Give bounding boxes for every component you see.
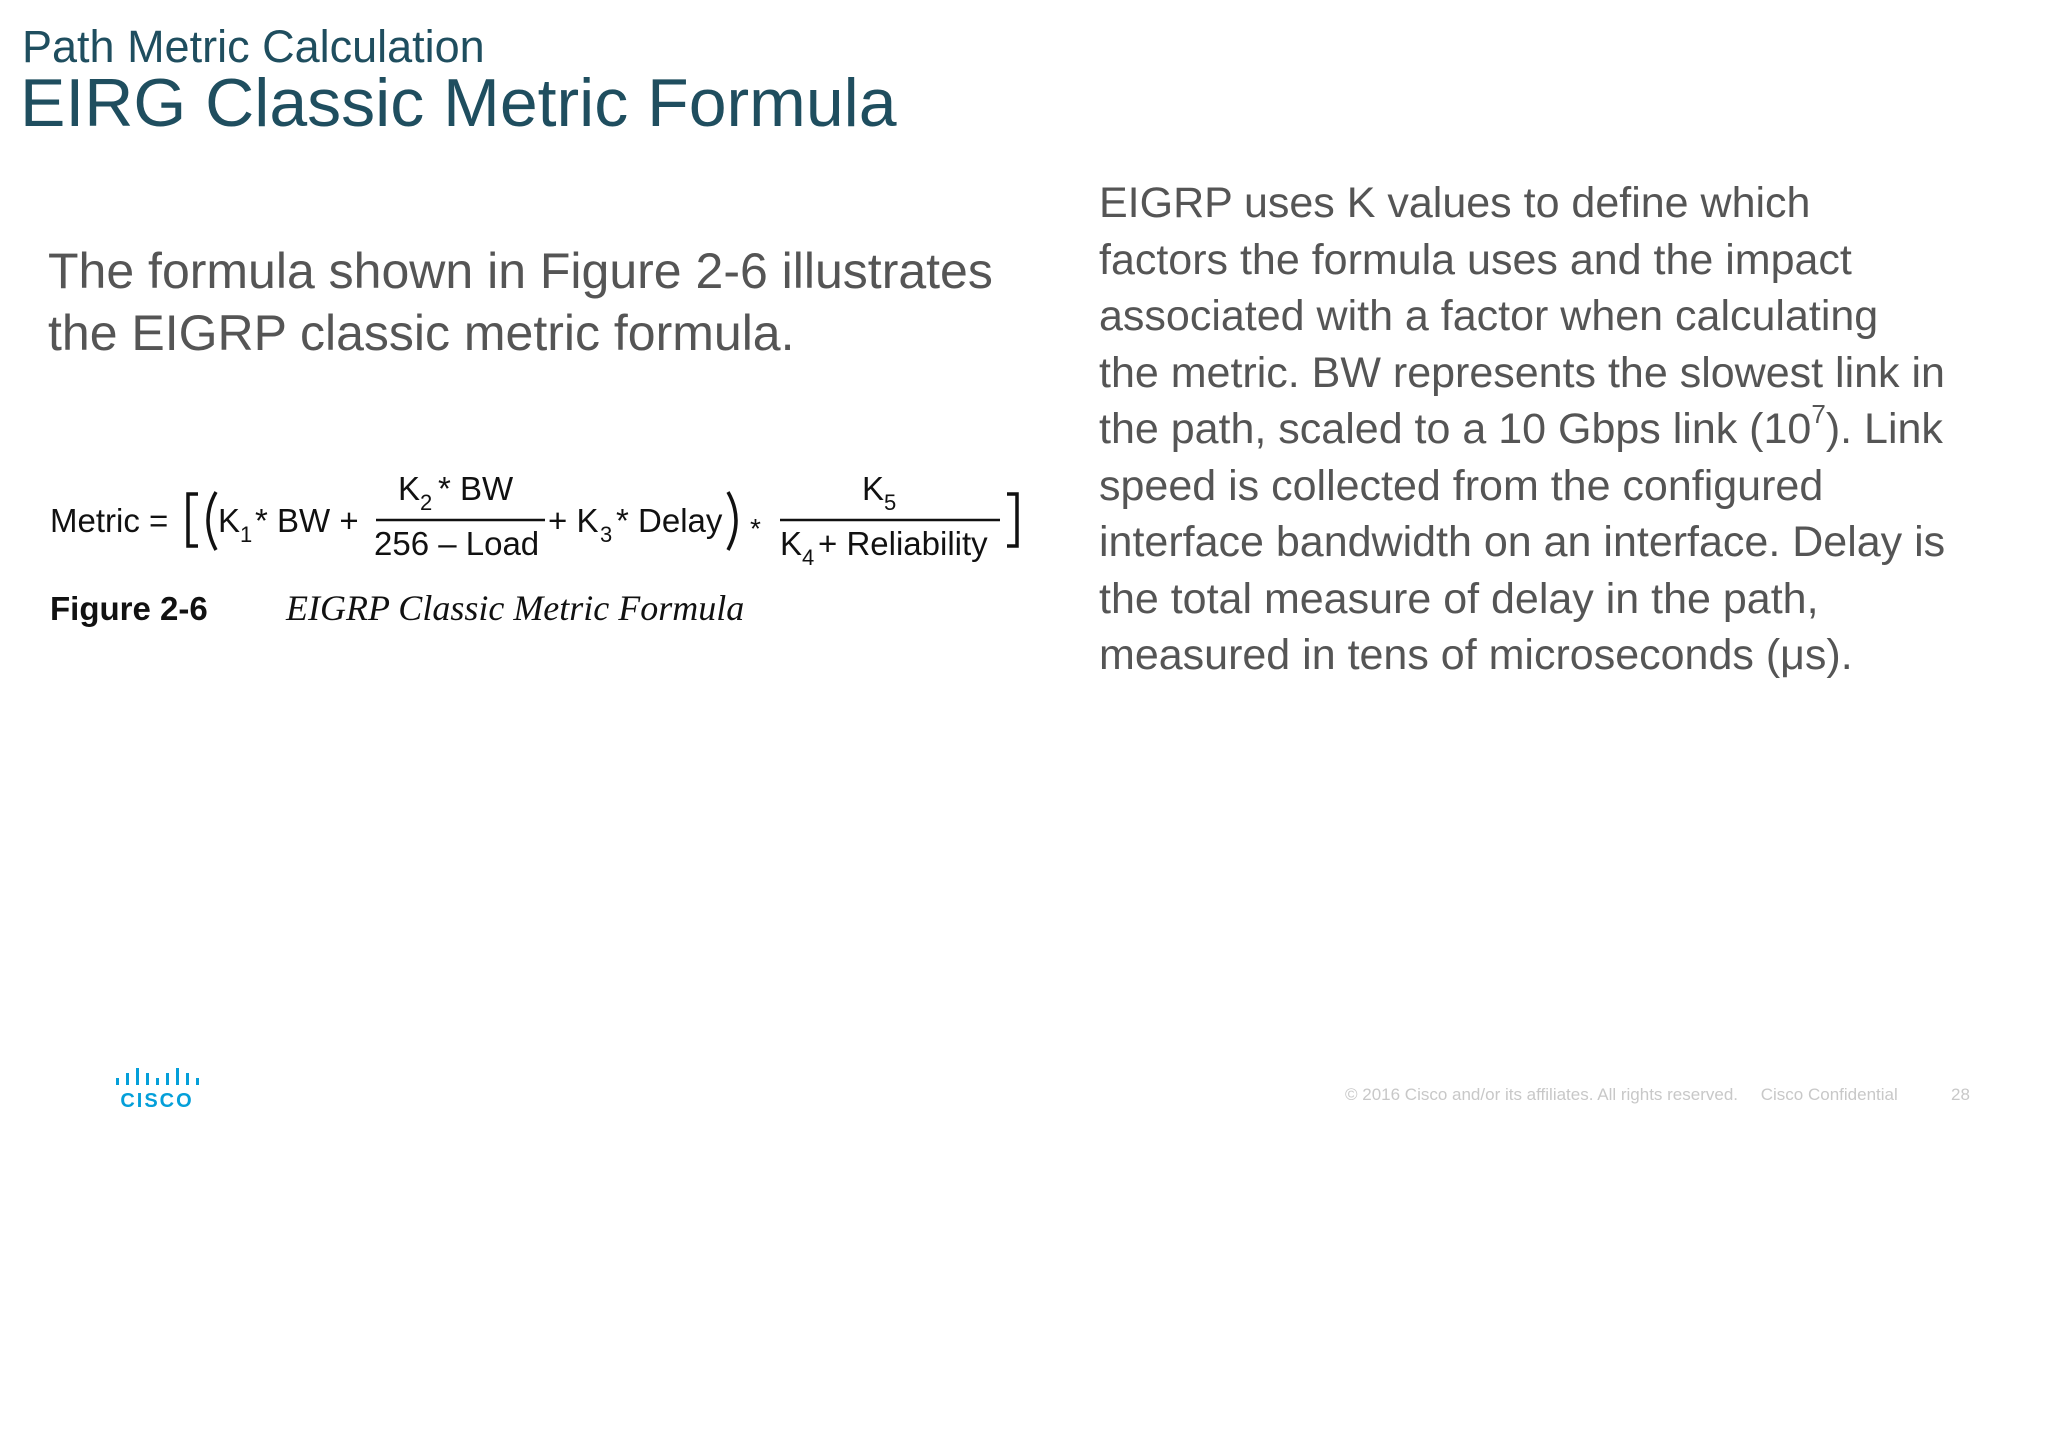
slide-subtitle: Path Metric Calculation: [22, 21, 485, 72]
bw-numerator: * BW: [438, 470, 514, 507]
explanation-line: associated with a factor when calculating: [1099, 292, 1879, 340]
confidential-label: Cisco Confidential: [1760, 1085, 1898, 1104]
explanation-line: factors the formula uses and the impact: [1099, 235, 1852, 284]
k3-term: + K: [548, 502, 599, 539]
right-paren: [728, 492, 736, 550]
explanation-text: the path, scaled to a 10 Gbps link (10: [1099, 405, 1812, 453]
figure-caption: EIGRP Classic Metric Formula: [286, 588, 745, 628]
left-paren: [208, 492, 216, 550]
k3-subscript: 3: [600, 522, 613, 547]
reliability-term: + Reliability: [818, 525, 988, 562]
left-bracket: [188, 494, 198, 546]
copyright-text: © 2016 Cisco and/or its affiliates. All rights reserved.: [1345, 1085, 1739, 1104]
slide-title: EIRG Classic Metric Formula: [20, 65, 897, 141]
metric-label: Metric =: [50, 502, 169, 539]
k2-subscript: 2: [420, 490, 433, 515]
cisco-logo: [114, 1067, 200, 1111]
exponent: 7: [1811, 399, 1826, 429]
k4-subscript: 4: [802, 545, 815, 570]
page-number: 28: [1951, 1085, 1970, 1104]
explanation-line: speed is collected from the configured: [1099, 461, 1824, 510]
formula-graphic: [50, 470, 1040, 640]
explanation-line: measured in tens of microseconds (μs).: [1099, 631, 1853, 679]
k4-symbol: K: [780, 525, 803, 562]
explanation-text: ). Link: [1825, 405, 1943, 453]
bw-term: * BW +: [255, 502, 359, 539]
k5-symbol: K: [862, 470, 885, 507]
k-values-explanation: [1099, 175, 2029, 684]
explanation-line: EIGRP uses K values to define which: [1099, 179, 1811, 227]
explanation-line: interface bandwidth on an interface. Delay is: [1099, 518, 1946, 566]
footer-legal: [1345, 1085, 1916, 1105]
explanation-line: [1099, 401, 2029, 458]
load-denominator: 256 – Load: [374, 525, 540, 562]
metric-formula-figure: [50, 470, 1040, 640]
delay-term: * Delay: [616, 502, 723, 539]
k5-subscript: 5: [884, 490, 897, 515]
right-bracket: [1007, 494, 1017, 546]
k1-subscript: 1: [240, 522, 253, 547]
k1-symbol: K: [218, 502, 241, 539]
formula-intro-text: The formula shown in Figure 2-6 illustrates the EIGRP classic metric formula.: [48, 243, 993, 361]
multiply-sign: *: [750, 513, 761, 544]
explanation-line: the metric. BW represents the slowest link in: [1099, 348, 1945, 397]
cisco-wordmark: CISCO: [120, 1090, 194, 1111]
k2-symbol: K: [398, 470, 421, 507]
explanation-line: the total measure of delay in the path,: [1099, 574, 1819, 623]
figure-label: Figure 2-6: [50, 590, 208, 627]
